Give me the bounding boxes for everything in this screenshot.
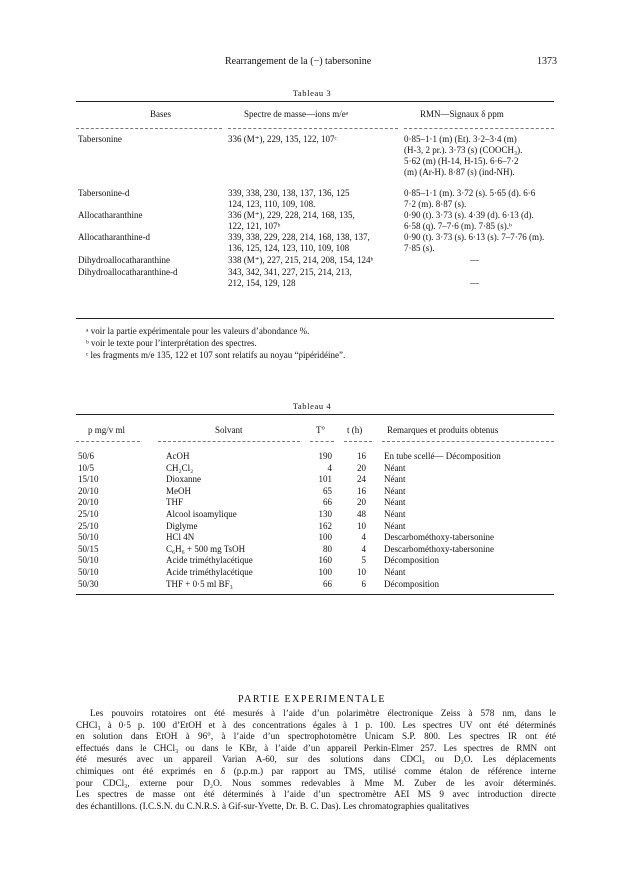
table4-cell-temp: 160 — [318, 555, 332, 566]
table4-cell-p: 25/10 — [78, 509, 99, 519]
table4-bottom-rule — [76, 594, 554, 595]
table3-cell-base: Tabersonine — [78, 134, 122, 144]
table3-cell-mass: 339, 338, 230, 138, 137, 136, 125 — [228, 188, 350, 198]
table4-cell-temp: 4 — [327, 462, 332, 473]
paragraph-line: chimiques ont été exprimés en δ (p.p.m.) par rapport au TMS, utilisé comme étalon de référence interne — [76, 765, 556, 776]
table3-cell-rmn: — — [470, 278, 479, 288]
table4-cell-solvant: CH₂Cl₂ — [166, 462, 194, 473]
table4-cell-remarques: Décomposition — [384, 555, 439, 566]
table3-col-rule — [76, 128, 222, 129]
table3-cell-rmn: (H-3, 2 pr.). 3·73 (s) (COOCH₃). — [404, 145, 523, 155]
table4-cell-time: 24 — [357, 474, 366, 485]
table3-cell-mass: 212, 154, 129, 128 — [228, 278, 296, 288]
table3-cell-mass: 343, 342, 341, 227, 215, 214, 213, — [228, 267, 352, 277]
table4-cell-p: 50/15 — [78, 543, 99, 554]
table4-cell-time: 10 — [357, 520, 366, 531]
table4-cell-remarques: Néant — [384, 520, 406, 531]
table3-footnote: ᶜ les fragments m/e 135, 122 et 107 sont relatifs au noyau “pipéridéine”. — [86, 350, 346, 360]
table4-cell-solvant: Acide triméthylacétique — [166, 555, 253, 566]
table4-cell-time: 10 — [357, 567, 366, 577]
table4-header-temp: T° — [316, 425, 326, 435]
paragraph-line: été mesurés avec un appareil Varian A-60, sur des solutions dans CDCl₃ ou D₂O. Les déplacements — [76, 754, 556, 765]
table3-footnote: ᵃ voir la partie expérimentale pour les valeurs d’abondance %. — [86, 326, 310, 336]
table3-cell-rmn: 5·62 (m) (H-14, H-15). 6·6–7·2 — [404, 156, 519, 166]
paragraph-line: CHCl₃ à 0·5 p. 100 d’EtOH et à des concentrations égales à 1 p. 100. Les spectres UV ont été déterminés — [76, 719, 556, 730]
table4-caption: Tableau 4 — [292, 401, 332, 411]
table4-cell-solvant: Diglyme — [166, 520, 198, 531]
table4-cell-solvant: MeOH — [166, 485, 191, 496]
table4-cell-solvant: HCl 4N — [166, 532, 195, 543]
paragraph-line: Les spectres de masse ont été déterminés à l’aide d’un spectromètre AEI MS 9 avec introduction directe — [76, 789, 556, 800]
table4-col-rule — [76, 441, 140, 442]
table4-cell-solvant: C₆H₆ + 500 mg TsOH — [166, 543, 246, 554]
table4-cell-remarques: Néant — [384, 462, 406, 473]
table3-cell-rmn: 0·90 (t). 3·73 (s). 6·13 (s). 7–7·76 (m). — [404, 232, 545, 242]
table4-cell-solvant: THF + 0·5 ml BF₃ — [166, 578, 233, 589]
table3-footnote: ᵇ voir le texte pour l’interprétation des spectres. — [86, 338, 257, 348]
table4-cell-remarques: Néant — [384, 509, 406, 519]
table4-header-remarques: Remarques et produits obtenus — [387, 425, 499, 435]
table4-cell-temp: 130 — [318, 509, 332, 519]
table4-cell-time: 6 — [361, 578, 366, 589]
table3-header-rmn: RMN—Signaux δ ppm — [420, 109, 504, 119]
table3-cell-base: Dihydroallocatharanthine — [78, 255, 170, 265]
table4-cell-time: 4 — [361, 543, 366, 554]
table4-cell-time: 16 — [357, 451, 366, 461]
table3-cell-rmn: 7·85 (s). — [404, 243, 435, 253]
paragraph-line: des échantillons. (I.C.S.N. du C.N.R.S. à Gif-sur-Yvette, Dr. B. C. Das). Les chromatographies qualitatives — [76, 800, 470, 811]
table4-cell-p: 20/10 — [78, 497, 99, 508]
table4-cell-p: 25/10 — [78, 520, 99, 531]
table3-cell-base: Dihydroallocatharanthine-d — [78, 267, 178, 277]
table4-header-p: p mg/v ml — [88, 425, 126, 435]
table4-top-rule — [76, 414, 554, 415]
table4-cell-solvant: Dioxanne — [166, 474, 201, 485]
table4-cell-p: 20/10 — [78, 485, 99, 496]
table3-cell-mass: 338 (M⁺), 227, 215, 214, 208, 154, 124ᵇ — [228, 255, 374, 265]
table3-caption: Tableau 3 — [292, 88, 332, 98]
table3-cell-base: Allocatharanthine-d — [78, 232, 150, 242]
table3-cell-rmn: 0·90 (t). 3·73 (s). 4·39 (d). 6·13 (d). — [404, 210, 534, 220]
table3-cell-mass: 122, 121, 107ᵇ — [228, 221, 281, 231]
table4-col-rule — [344, 441, 372, 442]
table4-cell-remarques: En tube scellé— Décomposition — [384, 451, 501, 461]
table4-cell-time: 48 — [357, 509, 366, 519]
section-paragraph — [76, 708, 556, 812]
table4-cell-p: 50/10 — [78, 532, 99, 543]
paragraph-line: pour CDCl₃, externe pour D₂O. Nous sommes redevables à Mme M. Zuber de les avoir déterminés. — [76, 777, 556, 788]
table4-cell-p: 50/10 — [78, 555, 99, 566]
table4-col-rule — [382, 441, 554, 442]
table4-cell-temp: 162 — [318, 520, 332, 531]
table4-cell-remarques: Néant — [384, 485, 406, 496]
table4-cell-p: 10/5 — [78, 462, 95, 473]
table3-cell-rmn: 0·85–1·1 (m). 3·72 (s). 5·65 (d). 6·6 — [404, 188, 536, 198]
table4-col-rule — [158, 441, 300, 442]
table4-cell-p: 50/10 — [78, 567, 99, 577]
table3-cell-mass: 336 (M⁺), 229, 135, 122, 107ᶜ — [228, 134, 337, 144]
table4-header-time: t (h) — [347, 425, 363, 435]
table4-header-solvant: Solvant — [215, 425, 243, 435]
table4-cell-temp: 190 — [318, 451, 332, 461]
table4-cell-solvant: Acide triméthylacétique — [166, 567, 253, 577]
table3-cell-mass: 336 (M⁺), 229, 228, 214, 168, 135, — [228, 210, 355, 220]
table4-cell-remarques: Néant — [384, 474, 406, 485]
table4-cell-remarques: Descarbométhoxy-tabersonine — [384, 543, 494, 554]
table3-col-rule — [404, 128, 554, 129]
table3-header-bases: Bases — [150, 109, 171, 119]
table4-cell-temp: 66 — [323, 578, 332, 589]
table3-top-rule — [76, 101, 554, 102]
table4-cell-solvant: Alcool isoamylique — [166, 509, 237, 519]
table3-cell-base: Allocatharanthine — [78, 210, 143, 220]
table4-cell-p: 50/30 — [78, 578, 99, 589]
table3-cell-base: Tabersonine-d — [78, 188, 130, 198]
table4-cell-remarques: Descarbométhoxy-tabersonine — [384, 532, 494, 543]
table3-cell-rmn: 6·58 (q). 7–7·6 (m). 7·85 (s).ᵇ — [404, 221, 512, 231]
table3-header-mass: Spectre de masse—ions m/eᵃ — [244, 109, 349, 119]
table3-cell-mass: 339, 338, 229, 228, 214, 168, 138, 137, — [228, 232, 370, 242]
table3-bottom-rule — [76, 318, 554, 319]
table3-col-rule — [228, 128, 398, 129]
table4-col-rule — [310, 441, 334, 442]
table4-cell-temp: 100 — [318, 532, 332, 543]
table4-cell-p: 50/6 — [78, 451, 95, 461]
table3-cell-rmn: 7·2 (m). 8·87 (s). — [404, 199, 467, 209]
paragraph-line: Les pouvoirs rotatoires ont été mesurés à l’aide d’un polarimètre électronique Zeiss à 578 nm, dans le — [90, 708, 556, 718]
table3-cell-mass: 136, 125, 124, 123, 110, 109, 108 — [228, 243, 350, 253]
page-number: 1373 — [537, 56, 557, 67]
running-title: Rearrangement de la (−) tabersonine — [225, 56, 372, 67]
section-heading: PARTIE EXPERIMENTALE — [238, 694, 386, 705]
table4-cell-p: 15/10 — [78, 474, 99, 485]
paragraph-line: effectués dans le CHCl₃ ou dans le KBr, à l’aide d’un appareil Perkin-Elmer 257. Les spectres de RMN ont — [76, 742, 556, 753]
table4-cell-remarques: Néant — [384, 497, 406, 508]
table4-cell-time: 4 — [361, 532, 366, 543]
table4-cell-time: 20 — [357, 497, 366, 508]
table4-cell-solvant: AcOH — [166, 451, 190, 461]
paragraph-line: en solution dans EtOH à 96°, à l’aide d’un spectrophotomètre Unicam S.P. 800. Les spectres IR ont été — [76, 731, 556, 742]
table3-cell-mass: 124, 123, 110, 109, 108. — [228, 199, 316, 209]
table4-cell-temp: 80 — [323, 543, 332, 554]
table4-cell-temp: 100 — [318, 567, 332, 577]
table4-cell-time: 20 — [357, 462, 366, 473]
table3-cell-rmn: — — [470, 255, 479, 265]
table4-cell-time: 16 — [357, 485, 366, 496]
table4-cell-time: 5 — [361, 555, 366, 566]
table4-cell-remarques: Néant — [384, 567, 406, 577]
table4-cell-solvant: THF — [166, 497, 184, 508]
table3-cell-rmn: (m) (Ar-H). 8·87 (s) (ind-NH). — [404, 167, 515, 177]
table4-cell-temp: 101 — [318, 474, 332, 485]
table3-cell-rmn: 0·85–1·1 (m) (Et). 3·2–3·4 (m) — [404, 134, 517, 144]
table4-cell-temp: 65 — [323, 485, 332, 496]
table4-cell-temp: 66 — [323, 497, 332, 508]
table4-cell-remarques: Décomposition — [384, 578, 439, 589]
